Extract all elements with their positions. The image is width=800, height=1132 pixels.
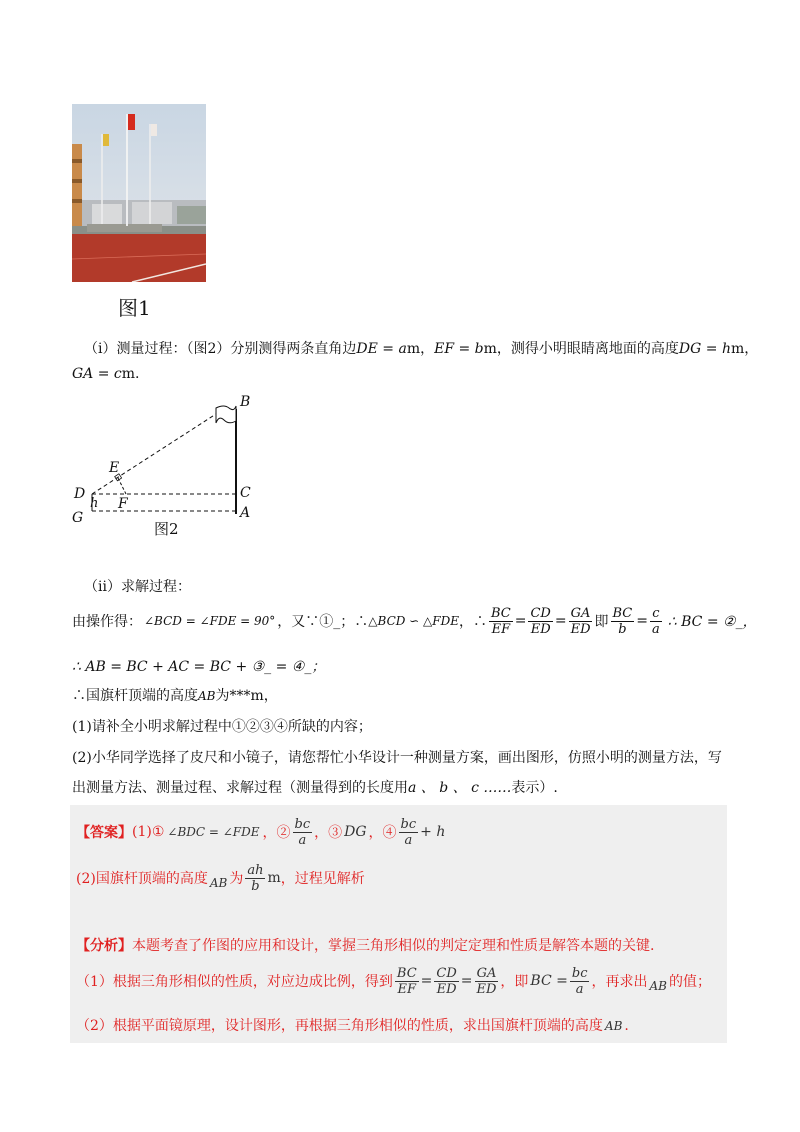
label-F: F xyxy=(118,496,128,512)
answer-line-2: (2)国旗杆顶端的高度 AB 为 $\frac{ah}{b}$ m ，过程见解析 xyxy=(76,862,365,894)
label-C: C xyxy=(240,485,251,501)
figure2 xyxy=(66,392,266,540)
label-G: G xyxy=(72,510,84,526)
solve-line-1: 由操作得： ∠BCD = ∠FDE = 90° ，又∵①_；∴ △BCD ∽ △FDE ，∴ $\frac{BC}{EF}$ = $\frac{CD}{ED}$ = $\frac{GA}{ED}$ 即 $\frac{BC}{b}$ = $\frac{c}{a}$ ∴ BC = ②_， xyxy=(72,605,757,637)
question-2-line-2: 出测量方法、测量过程、求解过程（测量得到的长度用a 、 b 、 c ……表示）. xyxy=(72,780,558,796)
question-1: (1)请补全小明求解过程中①②③④所缺的内容； xyxy=(72,719,372,735)
answer-line-1: 【答案】 (1)① ∠BDC = ∠FDE ，② $\frac{bc}{a}$ ，③ DG ，④ $\frac{bc}{a}$ + h xyxy=(76,816,446,848)
label-A: A xyxy=(240,505,251,521)
solve-line-2: ∴ AB = BC + AC = BC + ③_ = ④_； xyxy=(72,659,326,675)
figure1-caption: 图1 xyxy=(118,296,151,320)
answer-fraction-5: $\frac{ah}{b}$ xyxy=(247,862,264,894)
flagpole-illustration xyxy=(72,104,206,282)
question-2-line-1: (2)小华同学选择了皮尺和小镜子，请您帮忙小华设计一种测量方案，画出图形，仿照小明的测量方法，写 xyxy=(72,750,722,766)
label-E: E xyxy=(109,460,120,476)
fraction-bc-b: $\frac{BC}{b}$ xyxy=(612,605,633,637)
figure2-caption: 图2 xyxy=(154,520,179,538)
label-D: D xyxy=(74,486,86,502)
flagpole-photo xyxy=(72,104,206,282)
analysis-line-3: （2）根据平面镜原理，设计图形，再根据三角形相似的性质，求出国旗杆顶端的高度 AB . xyxy=(76,1018,629,1034)
label-B: B xyxy=(240,394,251,410)
fraction-bc-ef: $\frac{BC}{EF}$ xyxy=(491,605,511,637)
answer-fraction-2: $\frac{bc}{a}$ xyxy=(294,816,311,848)
measure-line-1: （i）测量过程：（图2）分别测得两条直角边DE = am，EF = bm，测得小明眼睛离地面的高度DG = hm， xyxy=(84,341,759,357)
answer-fraction-4: $\frac{bc}{a}$ xyxy=(400,816,417,848)
measure-line-2: GA = cm. xyxy=(72,366,140,382)
fraction-c-a: $\frac{c}{a}$ xyxy=(652,605,660,637)
solve-line-3: ∴国旗杆顶端的高度AB为***m， xyxy=(72,688,278,704)
analysis-line-1: 【分析】本题考查了作图的应用和设计，掌握三角形相似的判定定理和性质是解答本题的关键. xyxy=(76,938,655,954)
label-h: h xyxy=(90,496,99,511)
fraction-ga-ed: $\frac{GA}{ED}$ xyxy=(570,605,591,637)
solve-title: （ii）求解过程： xyxy=(84,579,191,595)
analysis-line-2: （1）根据三角形相似的性质，对应边成比例，得到 $\frac{BC}{EF}$ = $\frac{CD}{ED}$ = $\frac{GA}{ED}$ ，即 BC = $\frac{bc}{a}$ ，再求出 AB 的值； xyxy=(76,965,711,997)
fraction-cd-ed: $\frac{CD}{ED}$ xyxy=(530,605,551,637)
